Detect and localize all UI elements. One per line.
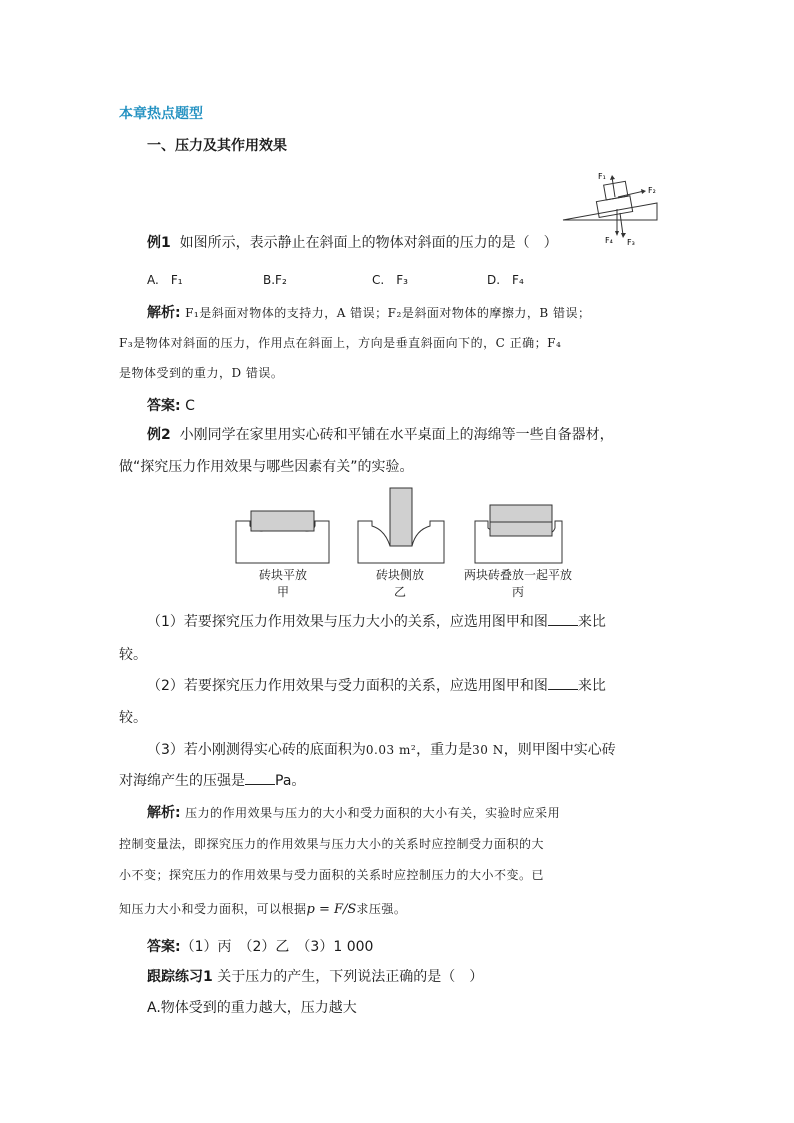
brick-sponge-figures (233, 486, 563, 566)
example2-analysis-label: 解析: (147, 805, 181, 821)
figure-jia (236, 511, 329, 563)
section-title: 一、压力及其作用效果 (147, 138, 287, 154)
example1-analysis-line1 (147, 303, 590, 323)
figure-yi-caption (345, 567, 455, 601)
figure-label-f3: F₃ (627, 238, 635, 247)
example2-analysis-line3: 小不变；探究压力的作用效果与受力面积的关系时应控制压力的大小不变。已 (119, 868, 545, 882)
subquestion-3-cont (119, 771, 305, 791)
example1-question (147, 233, 558, 253)
subquestion-3-unit: Pa。 (275, 773, 306, 789)
subquestion-1-cont: 较。 (119, 647, 147, 663)
example2-answer-label: 答案: (147, 939, 181, 955)
practice-option-a: A.物体受到的重力越大，压力越大 (147, 1000, 357, 1016)
option-a: A. F₁ (147, 273, 183, 287)
figure-label-f1: F₁ (598, 172, 606, 181)
example2-analysis-tail: 求压强。 (356, 902, 407, 916)
subquestion-3-text: （3）若小刚测得实心砖的底面积为 (147, 742, 366, 758)
option-b: B.F₂ (263, 273, 287, 287)
force-value: 30 N (472, 743, 504, 757)
example1-analysis-line2: F₃是物体对斜面的压力，作用点在斜面上，方向是垂直斜面向下的，C 正确；F₄ (119, 336, 562, 350)
example2-label: 例2 (147, 427, 171, 443)
example1-analysis-text: F₁是斜面对物体的支持力，A 错误；F₂是斜面对物体的摩擦力，B 错误； (185, 306, 591, 320)
chapter-title: 本章热点题型 (119, 106, 203, 122)
example2-question-line1 (147, 425, 614, 445)
option-d: D. F₄ (487, 273, 524, 287)
example2-analysis-line4 (119, 899, 406, 920)
example1-analysis-label: 解析: (147, 305, 181, 321)
example2-question-text: 小刚同学在家里用实心砖和平铺在水平桌面上的海绵等一些自备器材， (179, 427, 614, 443)
subquestion-1 (147, 612, 606, 632)
example2-analysis-line2: 控制变量法，即探究压力的作用效果与压力大小的关系时应控制受力面积的大 (119, 837, 545, 851)
option-c: C. F₃ (372, 273, 408, 287)
figure-bing (475, 505, 562, 563)
practice-label: 跟踪练习1 (147, 969, 213, 985)
figure-jia-title: 砖块平放 (258, 568, 307, 582)
incline-force-figure (560, 165, 670, 250)
example1-question-text: 如图所示，表示静止在斜面上的物体对斜面的压力的是（ ） (179, 235, 558, 251)
figure-label-f4: F₄ (605, 236, 613, 245)
example2-answer-value: （1）丙 （2）乙 （3）1 000 (180, 939, 374, 955)
subquestion-3 (147, 740, 616, 760)
example2-question-line2: 做“探究压力作用效果与哪些因素有关”的实验。 (119, 459, 414, 475)
subquestion-3-tail: ，则甲图中实心砖 (503, 742, 616, 758)
subquestion-3-cont-text: 对海绵产生的压强是 (119, 773, 245, 789)
figure-jia-sub: 甲 (276, 585, 289, 599)
figure-jia-caption (228, 567, 338, 601)
subquestion-1-tail: 来比 (577, 614, 606, 630)
subquestion-2-tail: 来比 (577, 678, 606, 694)
subquestion-3-mid: ，重力是 (416, 742, 473, 758)
area-value: 0.03 m² (365, 743, 417, 757)
subquestion-2-cont: 较。 (119, 710, 147, 726)
figure-yi-title: 砖块侧放 (375, 568, 424, 582)
practice-question (147, 967, 483, 987)
example1-label: 例1 (147, 235, 171, 251)
figure-bing-sub: 丙 (511, 585, 524, 599)
example1-answer-value: C (185, 398, 195, 414)
answer-blank-2[interactable] (548, 677, 578, 690)
figure-yi-sub: 乙 (393, 585, 406, 599)
example2-analysis-line4-text: 知压力大小和受力面积，可以根据 (119, 902, 307, 916)
example2-analysis-line1 (147, 803, 560, 823)
answer-blank-1[interactable] (548, 613, 578, 626)
subquestion-1-text: （1）若要探究压力作用效果与压力大小的关系，应选用图甲和图 (147, 614, 548, 630)
example2-analysis-text: 压力的作用效果与压力的大小和受力面积的大小有关，实验时应采用 (185, 806, 561, 820)
practice-question-text: 关于压力的产生，下列说法正确的是（ ） (217, 969, 484, 985)
figure-label-f2: F₂ (648, 186, 656, 195)
example1-answer (147, 396, 195, 416)
subquestion-2-text: （2）若要探究压力作用效果与受力面积的关系，应选用图甲和图 (147, 678, 548, 694)
figure-bing-caption (453, 567, 583, 601)
example1-analysis-line3: 是物体受到的重力，D 错误。 (119, 366, 284, 380)
figure-bing-title: 两块砖叠放一起平放 (463, 568, 572, 582)
example1-answer-label: 答案: (147, 398, 181, 414)
example2-answer (147, 937, 373, 957)
subquestion-2 (147, 676, 606, 696)
figure-yi (358, 488, 444, 563)
answer-blank-3[interactable] (245, 772, 275, 785)
pressure-formula: p = F/S (306, 902, 357, 917)
